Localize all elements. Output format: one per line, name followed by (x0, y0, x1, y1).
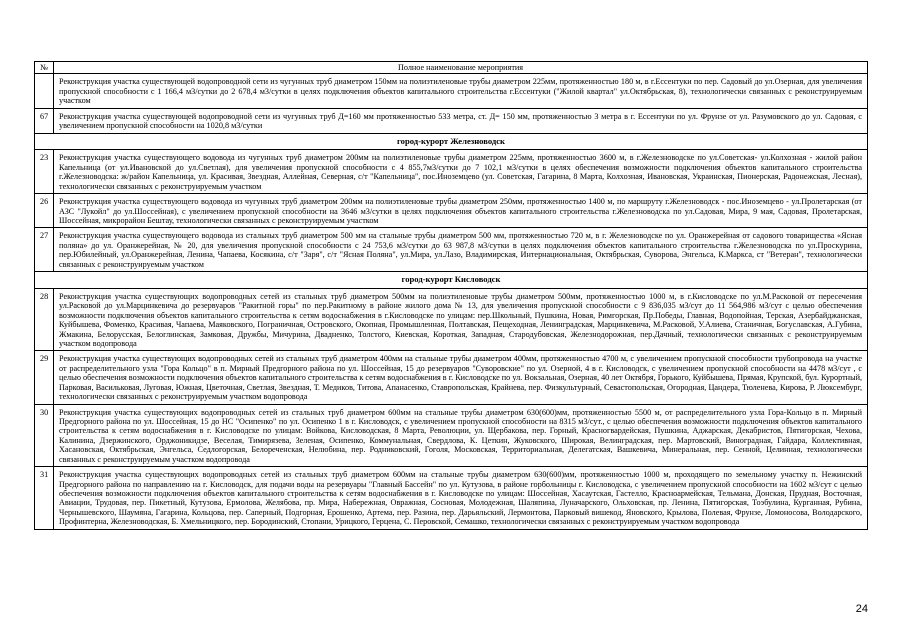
row-description: Реконструкция участка существующего водовода из чугунных труб диаметром 200мм на полиэтиленовые трубы диаметром 225мм, протяженностью 3600 м, в г.Железноводске по ул.Советская- ул.Колхозная - жилой район Капельница (от ул.Ивановской до ул.Светлая), для увеличения пропускной способности с 4 855,7м3/сутки до 7 102,1 м3/сутки в целях обеспечения возможности подключения объектов капитального строительства г.Железноводска: ж/район Капельница, ул. Красивая, Звездная, Аллейная, Северная, с/т "Капельница", пос.Иноземцево (ул. Советская, Гагарина, 8 Марта, Колхозная, Ивановская, Украинская, Пионерская, Радонежская, Лесная), технологически связанных с реконструируемым участком (54, 150, 868, 194)
table-row (35, 288, 868, 351)
row-number: 31 (35, 467, 54, 530)
table-row (35, 404, 868, 467)
row-description: Реконструкция участка существующей водопроводной сети из чугунных труб Д=160 мм протяженностью 533 метра, ст. Д= 150 мм, протяженностью 3 метра в г. Ессентуки по ул. Фрунзе от ул. Разумовского до ул. Садовая, с увеличением пропускной способности на 1020,8 м3/сутки (54, 108, 868, 133)
row-description: Реконструкция участка существующих водопроводных сетей из стальных труб диаметром 400мм на стальные трубы диаметром 400мм, протяженностью 4700 м, с увеличением пропускной способности трубопровода на участке от распределительного узла "Гора Кольцо" в п. Мирный Предгорного района по ул. Шоссейная, 15 до резервуаров "Суворовские" по ул. Озерной, 4 в г. Кисловодск, с увеличением пропускной способности на 4478 м3/сут , с целью обеспечения возможности подключения объектов капитального строительства к сетям водоснабжения в г. Кисловодске по ул. Вокзальная, Озерная, 40 лет Октября, Горького, Куйбышева, Прямая, Крупской, бул. Курортный, Парковая, Васильковая, Луговая, Южная, Цветочная, Светлая, Звездная, Т. Медиков, Титова, Апанасенко, Ставропольская, Крайнева, пер. Физкультурный, Севастопольская, Огородная, Цандера, Тюленева, Кирова, Р. Люксембург, технологически связанных с реконструируемым участком водопровода (54, 351, 868, 404)
row-number: 28 (35, 288, 54, 351)
table-row (35, 194, 868, 228)
row-number: 30 (35, 404, 54, 467)
row-description: Реконструкция участка существующих водопроводных сетей из стальных труб диаметром 500мм на полиэтиленовые трубы диаметром 500мм, протяженностью 1000 м, в г.Кисловодске по ул.М.Расковой от пересечения ул.Расковой до ул.Марцинкевича до резервуаров "Ракитной горы" по пер.Ракитному в районе жилого дома № 13, для увеличения пропускной способности с 9 836,035 м3/сут до 11 564,986 м3/сут с целью обеспечения возможности подключения объектов капитального строительства к сетям водоснабжения в г.Кисловодске по улицам: пер.Школьный, Пушкина, Новая, Римгорская, Пр.Победы, Главная, Водопойная, Терская, Азербайджанская, Куйбышева, Фоменко, Красивая, Чапаева, Маяковского, Пограничная, Островского, Окопная, Промышленная, Полтавская, Пещеходная, Ленинградская, Марцинкевича, М.Расковой, У.Алиева, Станичная, Богуславская, А.Губина, Жмакина, Белорусская, Белоглинская, Замковая, Дружбы, Мичурина, Двадненко, Толстого, Киевская, Короткая, Западная, Стародубовская, Железнодорожная, пер.Дачный, технологически связанных с реконструируемым участком водопровода (54, 288, 868, 351)
table-row (35, 108, 868, 133)
page-number: 24 (855, 603, 868, 615)
table-row (35, 467, 868, 530)
row-number: 27 (35, 228, 54, 272)
section-header-row (35, 133, 868, 150)
row-description: Реконструкция участка существующего водовода из чугунных труб диаметром 200мм на полиэтиленовые трубы диаметром 250мм, протяженностью 1400 м, по маршруту г.Железноводск - пос.Иноземцево - ул.Пролетарская (от АЗС "Лукойл" до ул.Шоссейная), с увеличением пропускной способности на 3646 м3/сутки в целях подключения объектов капитального строительства г.Железноводска по ул.Садовая, Мира, 9 мая, Садовая, Пролетарская, Шоссейная, микрорайон Бештау, технологически связанных с реконструируемым участком (54, 194, 868, 228)
row-number: 29 (35, 351, 54, 404)
section-title: город-курорт Кисловодск (35, 272, 868, 289)
row-number: 23 (35, 150, 54, 194)
row-description: Реконструкция участка существующих водопроводных сетей из стальных труб диаметром 600мм на стальные трубы диаметром 630(600)мм, протяженностью 1000 м, проходящего по земельному участку п. Нежинский Предгорного района по направлению на г. Кисловодск, для подачи воды на резервуары "Главный Бассейн" по ул. Кутузова, в районе горбольницы г. Кисловодска, с увеличением пропускной способности на 1602 м3/сут с целью обеспечения возможности подключения объектов капитального строительства к сетям водоснабжения в г. Кисловодске по улицам: Шоссейная, Хасаутская, Гастелло, Красноармейская, Тельмана, Донская, Прудная, Восточная, Авиации, Трудовая, пер. Пикетный, Кутузова, Ермолова, Желябова, пр. Мира, Набережная, Овражная, Сосновая, Молодежная, Шаляпина, Луначарского, Ольховская, пр. Ленина, Пятигорская, Тоэбулина, Курганная, Рубина, Чернышевского, Шаумяна, Гагарина, Кольцова, пер. Саперный, Подгорная, Ерошенко, Артема, пер. Разина, пер. Дарьяльский, Лермонтова, Парковый вишекод, Яновского, Крылова, Полевая, Фрунзе, Ломоносова, Володарского, Профинтерна, Железноводская, Б. Хмельницкого, пер. Бородинский, Стопани, Урицкого, Герцена, С. Перовской, Семашко, технологически связанных с реконструируемым участком водопровода (54, 467, 868, 530)
table-row (35, 351, 868, 404)
row-number (35, 74, 54, 108)
measures-table (34, 61, 868, 530)
section-header-row (35, 272, 868, 289)
row-description: Реконструкция участка существующей водопроводной сети из чугунных труб диаметром 150мм на полиэтиленовые трубы диаметром 225мм, протяженностью 180 м, в г.Ессентуки по пер. Садовый до ул.Озерная, для увеличения пропускной способности с 1 166,4 м3/сутки до 2 678,4 м3/сутки в целях подключения объектов капитального строительства г.Ессентуки ("Жилой квартал" ул.Октябрьская, 8), технологически связанных с реконструируемым участком (54, 74, 868, 108)
row-number: 67 (35, 108, 54, 133)
table-body (35, 74, 868, 529)
row-number: 26 (35, 194, 54, 228)
header-number: № (35, 62, 54, 74)
table-row (35, 150, 868, 194)
row-description: Реконструкция участка существующего водовода из стальных труб диаметром 500 мм на стальные трубы диаметром 500 мм, протяженностью 720 м, в г. Железноводске по ул. Оранжерейная от садового товарищества «Ясная поляна» до ул. Оранжерейная, № 20, для увеличения пропускной способности с 24 753,6 м3/сутки до 63 987,8 м3/сутки в целях подключения объектов капитального строительства г.Железноводска по ул.Проскурина, пер.Юбилейный, ул.Оранжерейная, Ленина, Чапаева, Косякина, с/т "Заря", с/т "Ясная Поляна", ул.Мира, ул.Лазо, Владимирская, Интернациональная, Октябрьская, Суворова, Энгельса, К.Маркса, ст "Ветеран", технологически связанных с реконструируемым участком (54, 228, 868, 272)
row-description: Реконструкция участка существующих водопроводных сетей из стальных труб диаметром 600мм на стальные трубы диаметром 630(600)мм, протяженностью 5500 м, от распределительного узла Гора-Кольцо в п. Мирный Предгорного района по ул. Шоссейная, 15 до НС "Осипенко" по ул. Осипенко 1 в г. Кисловодск, с увеличением пропускной способности на 8315 м3/сут., с целью обеспечения возможности подключения объектов капитального строительства к сетям водоснабжения в г. Кисловодске по улицам: Войкова, Кисловодская, 8 Марта, Революции, ул. Щербакова, пер. Горный, Красногвардейская, Пушкина, Аджарская, Декабристов, Пятигорская, Чехова, Калинина, Дзержинского, Орджоникидзе, Веселая, Тимирязева, Зеленая, Осипенко, Коммунальная, Свердлова, К. Цеткин, Жуковского, Широкая, Велинградская, пер. Мартовский, Виноградная, Гайдара, Коллективная, Хасановская, Октябрьская, Энгельса, Седлогорская, Белореченская, Нелюбина, пер. Родниковский, Гоголя, Московская, Территориальная, Делегатская, Вашкевича, Минеральная, пер. Сенной, Целинная, технологически связанных с реконструируемым участком водопровода (54, 404, 868, 467)
table-row (35, 74, 868, 108)
header-description: Полное наименование мероприятия (54, 62, 868, 74)
table-row (35, 228, 868, 272)
table-header-row (35, 62, 868, 74)
section-title: город-курорт Железноводск (35, 133, 868, 150)
